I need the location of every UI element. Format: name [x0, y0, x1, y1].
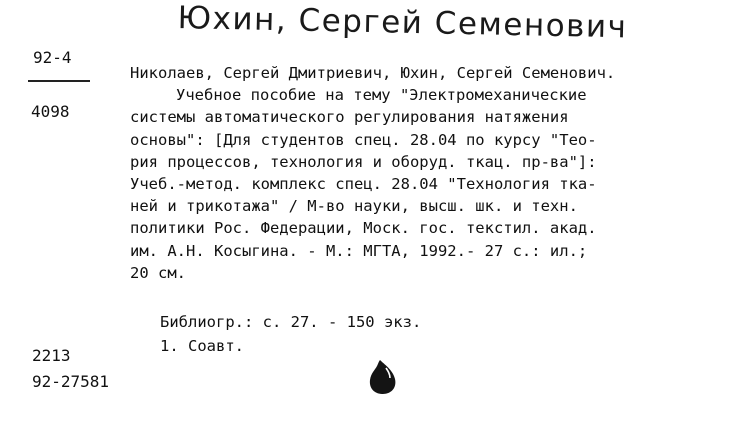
description-line: политики Рос. Федерации, Моск. гос. текстил. акад.	[130, 219, 597, 238]
shelf-number: 4098	[31, 102, 70, 121]
description-line: Учеб.-метод. комплекс спец. 28.04 "Технология тка-	[130, 175, 597, 194]
registration-number: 92-27581	[32, 372, 110, 391]
bibliography-note: Библиогр.: с. 27. - 150 экз.	[160, 313, 422, 331]
description-line: рия процессов, технология и оборуд. ткац. пр-ва"]:	[130, 152, 597, 171]
classification-number: 92-4	[33, 48, 72, 67]
description-line: основы": [Для студентов спец. 28.04 по курсу "Тео-	[130, 130, 597, 149]
description-line: Учебное пособие на тему "Электромеханические	[176, 86, 587, 105]
description-line: 20 см.	[130, 263, 186, 282]
handwritten-author-heading: Юхин, Сергей Семенович	[177, 0, 628, 46]
description-line: ней и трикотажа" / М-во науки, высш. шк. и техн.	[130, 197, 578, 216]
bibliographic-description	[130, 62, 740, 284]
inventory-number: 2213	[32, 346, 71, 365]
call-number-divider	[28, 80, 90, 82]
description-line: Николаев, Сергей Дмитриевич, Юхин, Сергей Семенович.	[130, 64, 616, 82]
description-line: системы автоматического регулирования натяжения	[130, 108, 569, 127]
subject-entry: 1. Соавт.	[160, 337, 244, 355]
description-line: им. А.Н. Косыгина. - М.: МГТА, 1992.- 27 с.: ил.;	[130, 241, 588, 260]
ink-blot-mark	[366, 358, 400, 396]
